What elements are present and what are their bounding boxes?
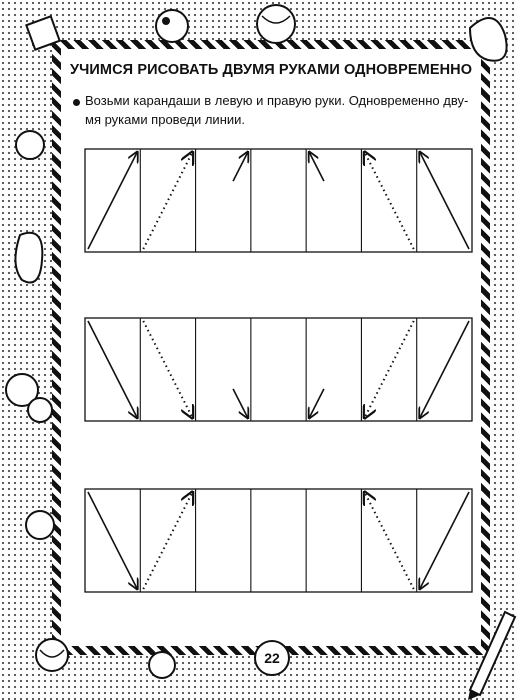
page-number-badge — [254, 640, 290, 676]
bean-icon — [15, 233, 42, 283]
page-number: 22 — [264, 650, 280, 666]
ball-icon — [36, 639, 68, 671]
ball-icon — [16, 131, 44, 159]
bean-icon — [470, 18, 507, 61]
ball-icon — [6, 374, 52, 422]
ball-icon — [257, 5, 295, 43]
instruction-line-1: Возьми карандаши в левую и правую руки. Одновременно дву- — [85, 93, 469, 108]
ball-icon — [149, 652, 175, 678]
instruction-line-2: мя руками проведи линии. — [85, 112, 246, 127]
ball-icon — [156, 10, 188, 42]
pencil-icon — [468, 612, 515, 700]
worksheet-title: УЧИМСЯ РИСОВАТЬ ДВУМЯ РУКАМИ ОДНОВРЕМЕННО — [70, 62, 473, 78]
ball-icon — [26, 511, 54, 539]
cube-icon — [26, 16, 59, 49]
